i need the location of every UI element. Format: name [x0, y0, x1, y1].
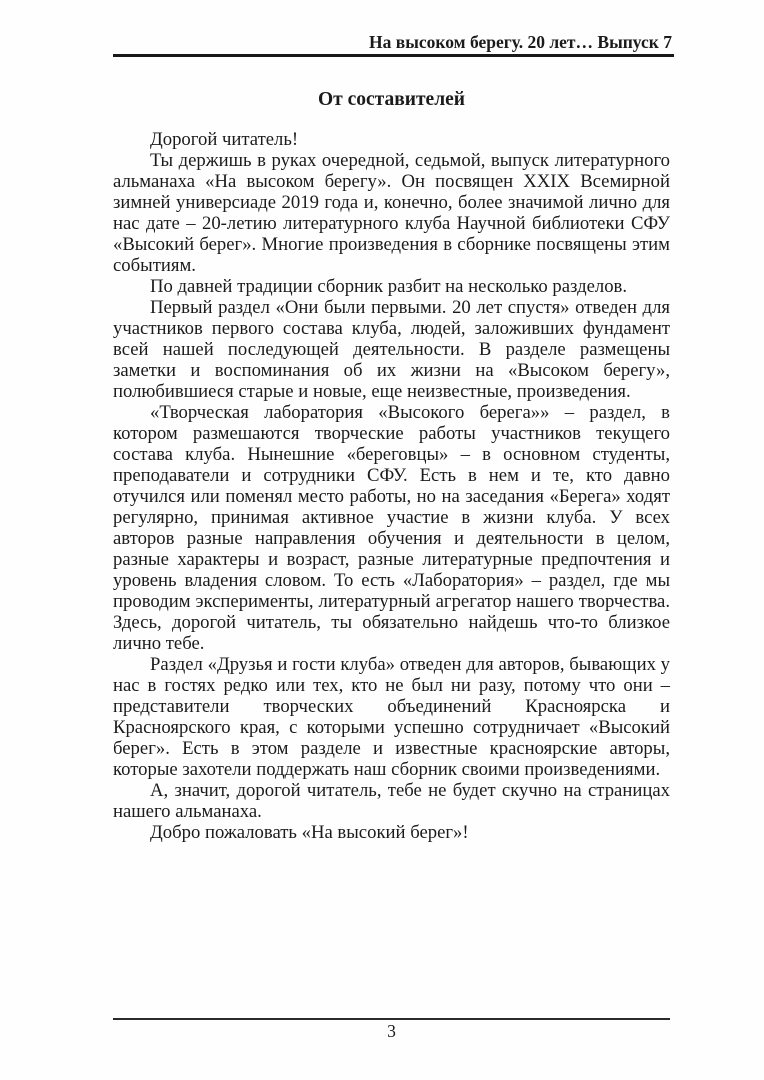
- header-rule: [113, 54, 674, 57]
- paragraph: По давней традиции сборник разбит на несколько разделов.: [150, 276, 628, 297]
- paragraph: А, значит, дорогой читатель, тебе не будет скучно на страницах нашего альманаха.: [113, 780, 670, 822]
- body-text: [113, 129, 670, 843]
- page-number: 3: [387, 1021, 396, 1041]
- paragraph: Дорогой читатель!: [150, 129, 299, 150]
- paragraph: Первый раздел «Они были первыми. 20 лет спустя» отведен для участников первого состава клуба, людей, заложивших фундамент всей нашей последующей деятельности. В разделе размещены заметки и воспоминания об их жизни на «Высоком берегу», полюбившиеся старые и новые, еще неизвестные, произведения.: [113, 297, 670, 402]
- section-title: От составителей: [317, 89, 466, 110]
- paragraph: Раздел «Друзья и гости клуба» отведен для авторов, бывающих у нас в гостях редко или тех, кто не был ни разу, потому что они – представители творческих объединений Красноярска и Красноярского края, с которыми успешно сотрудничает «Высокий берег». Есть в этом разделе и известные красноярские авторы, которые захотели поддержать наш сборник своими произведениями.: [113, 654, 670, 780]
- footer-rule: [113, 1018, 670, 1020]
- paragraph: Добро пожаловать «На высокий берег»!: [150, 822, 469, 843]
- paragraph: «Творческая лаборатория «Высокого берега»» – раздел, в котором размешаются творческие работы участников текущего состава клуба. Нынешние «береговцы» – в основном студенты, преподаватели и сотрудники СФУ. Есть в нем и те, кто давно отучился или поменял место работы, но на заседания «Берега» ходят регулярно, принимая активное участие в жизни клуба. У всех авторов разные направления обучения и деятельности в целом, разные характеры и возраст, разные литературные предпочтения и уровень владения словом. То есть «Лаборатория» – раздел, где мы проводим эксперименты, литературный агрегатор нашего творчества. Здесь, дорогой читатель, ты обязательно найдешь что-то близкое лично тебе.: [113, 402, 670, 654]
- running-header: [113, 33, 672, 52]
- paragraph: Ты держишь в руках очередной, седьмой, выпуск литературного альманаха «На высоком берегу». Он посвящен XXIX Всемирной зимней универсиаде 2019 года и, конечно, более значимой лично для нас дате – 20-летию литературного клуба Научной библиотеки СФУ «Высокий берег». Многие произведения в сборнике посвящены этим событиям.: [113, 150, 670, 276]
- running-header-text: На высоком берегу. 20 лет… Выпуск 7: [369, 32, 672, 52]
